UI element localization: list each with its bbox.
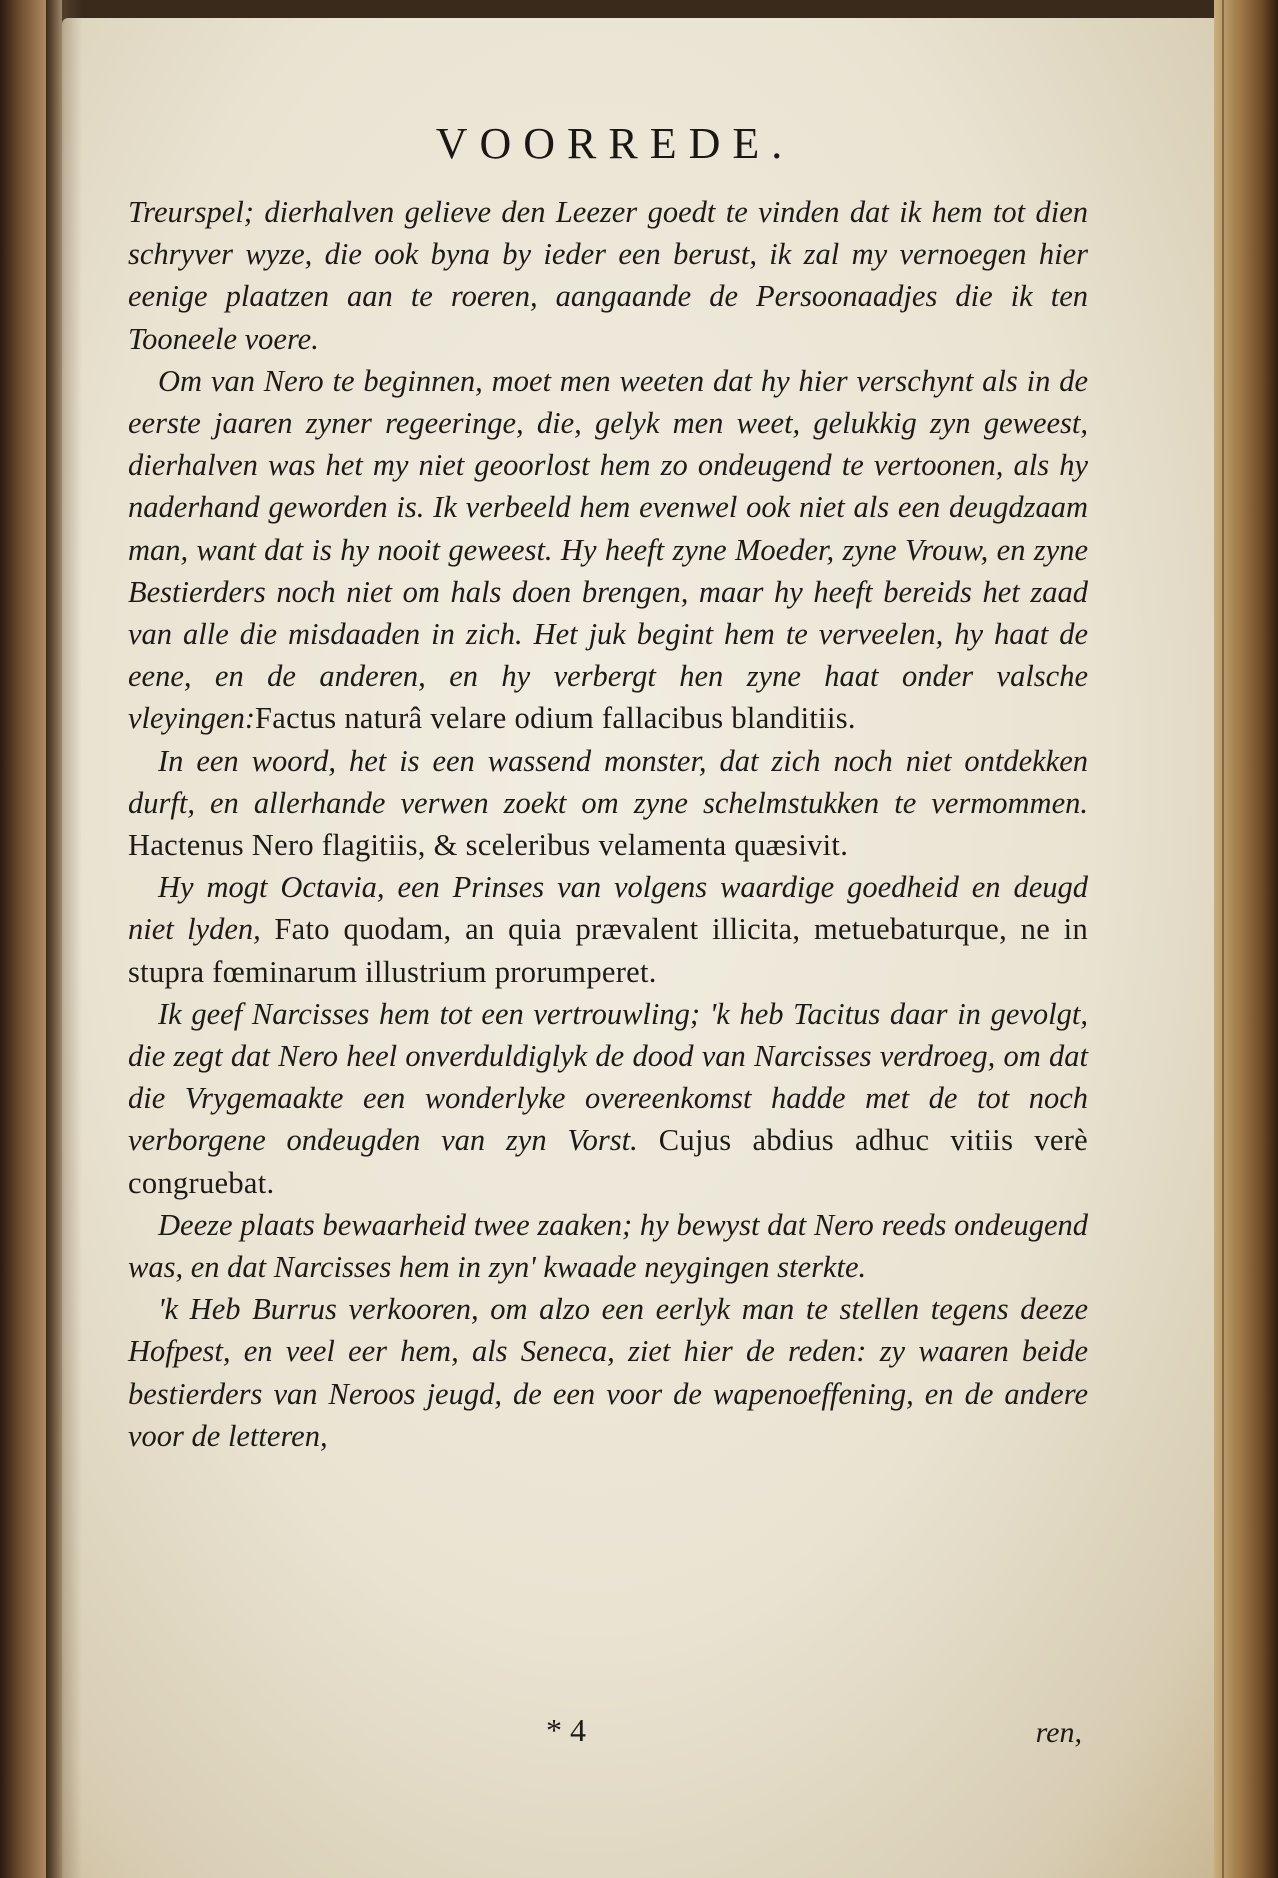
page-text-block <box>128 118 1088 1457</box>
paragraph-3-latin: Hactenus Nero flagitiis, & sceleribus velamenta quæsivit. <box>128 828 849 863</box>
paragraph-2-italic: Om van Nero te beginnen, moet men weeten dat hy hier verschynt als in de eerste jaaren zyner regeeringe, die, gelyk men weet, gelukkig zyn geweest, dierhalven was het my niet geoorlost hem zo ondeugend te vertoonen, als hy naderhand geworden is. Ik verbeeld hem evenwel ook niet als een deugdzaam man, want dat is hy nooit geweest. Hy heeft zyne Moeder, zyne Vrouw, en zyne Bestierders noch niet om hals doen brengen, maar hy heeft bereids het zaad van alle die misdaaden in zich. Het juk begint hem te verveelen, hy haat de eene, en de anderen, en hy verbergt hen zyne haat onder valsche vleyingen: <box>128 363 1088 736</box>
paragraph-6 <box>128 1204 1088 1288</box>
paragraph-7 <box>128 1288 1088 1457</box>
paragraph-5-italic: Ik geef Narcisses hem tot een vertrouwling; 'k heb Tacitus daar in gevolgt, die zegt dat Nero heel onverduldiglyk de dood van Narcisses verdroeg, om dat die Vrygemaakte een wonderlyke overeenkomst hadde met de tot noch verborgene ondeugden van zyn Vorst. <box>128 996 1088 1158</box>
paragraph-1-italic: Treurspel; dierhalven gelieve den Leezer goedt te vinden dat ik hem tot dien schryver wyze, die ook byna by ieder een berust, ik zal my vernoegen hier eenige plaatzen aan te roeren, aangaande de Persoonaadjes die ik ten Tooneele voere. <box>128 195 1088 356</box>
signature-mark: * 4 <box>546 1712 586 1748</box>
paragraph-5-latin: Cujus abdius adhuc vitiis verè congruebat. <box>128 1123 1088 1200</box>
paragraph-7-italic: 'k Heb Burrus verkooren, om alzo een eerlyk man te stellen tegens deeze Hofpest, en veel eer hem, als Seneca, ziet hier de reden: zy waaren beide bestierders van Neroos jeugd, de een voor de wapenoeffening, en de andere voor de letteren, <box>128 1292 1088 1453</box>
paragraph-2 <box>128 360 1088 740</box>
book-right-page-edges <box>1214 0 1278 1878</box>
paragraph-2-latin: Factus naturâ velare odium fallacibus blanditiis. <box>255 701 856 736</box>
catchword: ren, <box>1035 1716 1082 1749</box>
paragraph-1 <box>128 191 1088 360</box>
paragraph-3 <box>128 740 1088 867</box>
paragraph-3-italic: In een woord, het is een wassend monster, dat zich noch niet ontdekken durft, en allerhande verwen zoekt om zyne schelmstukken te vermommen. <box>128 743 1088 820</box>
page-footer <box>128 1712 1088 1756</box>
page-heading: VOORREDE. <box>435 119 795 168</box>
paragraph-4 <box>128 866 1088 993</box>
paragraph-4-italic: Hy mogt Octavia, een Prinses van volgens waardige goedheid en deugd niet lyden, <box>128 870 1088 947</box>
paragraph-5 <box>128 993 1088 1204</box>
paragraph-6-italic: Deeze plaats bewaarheid twee zaaken; hy bewyst dat Nero reeds ondeugend was, en dat Narcisses hem in zyn' kwaade neygingen sterkte. <box>128 1207 1088 1285</box>
paragraph-4-latin: Fato quodam, an quia prævalent illicita, metuebaturque, ne in stupra fœminarum illustrium prorumperet. <box>128 912 1088 989</box>
book-gutter-shadow <box>46 0 82 1878</box>
